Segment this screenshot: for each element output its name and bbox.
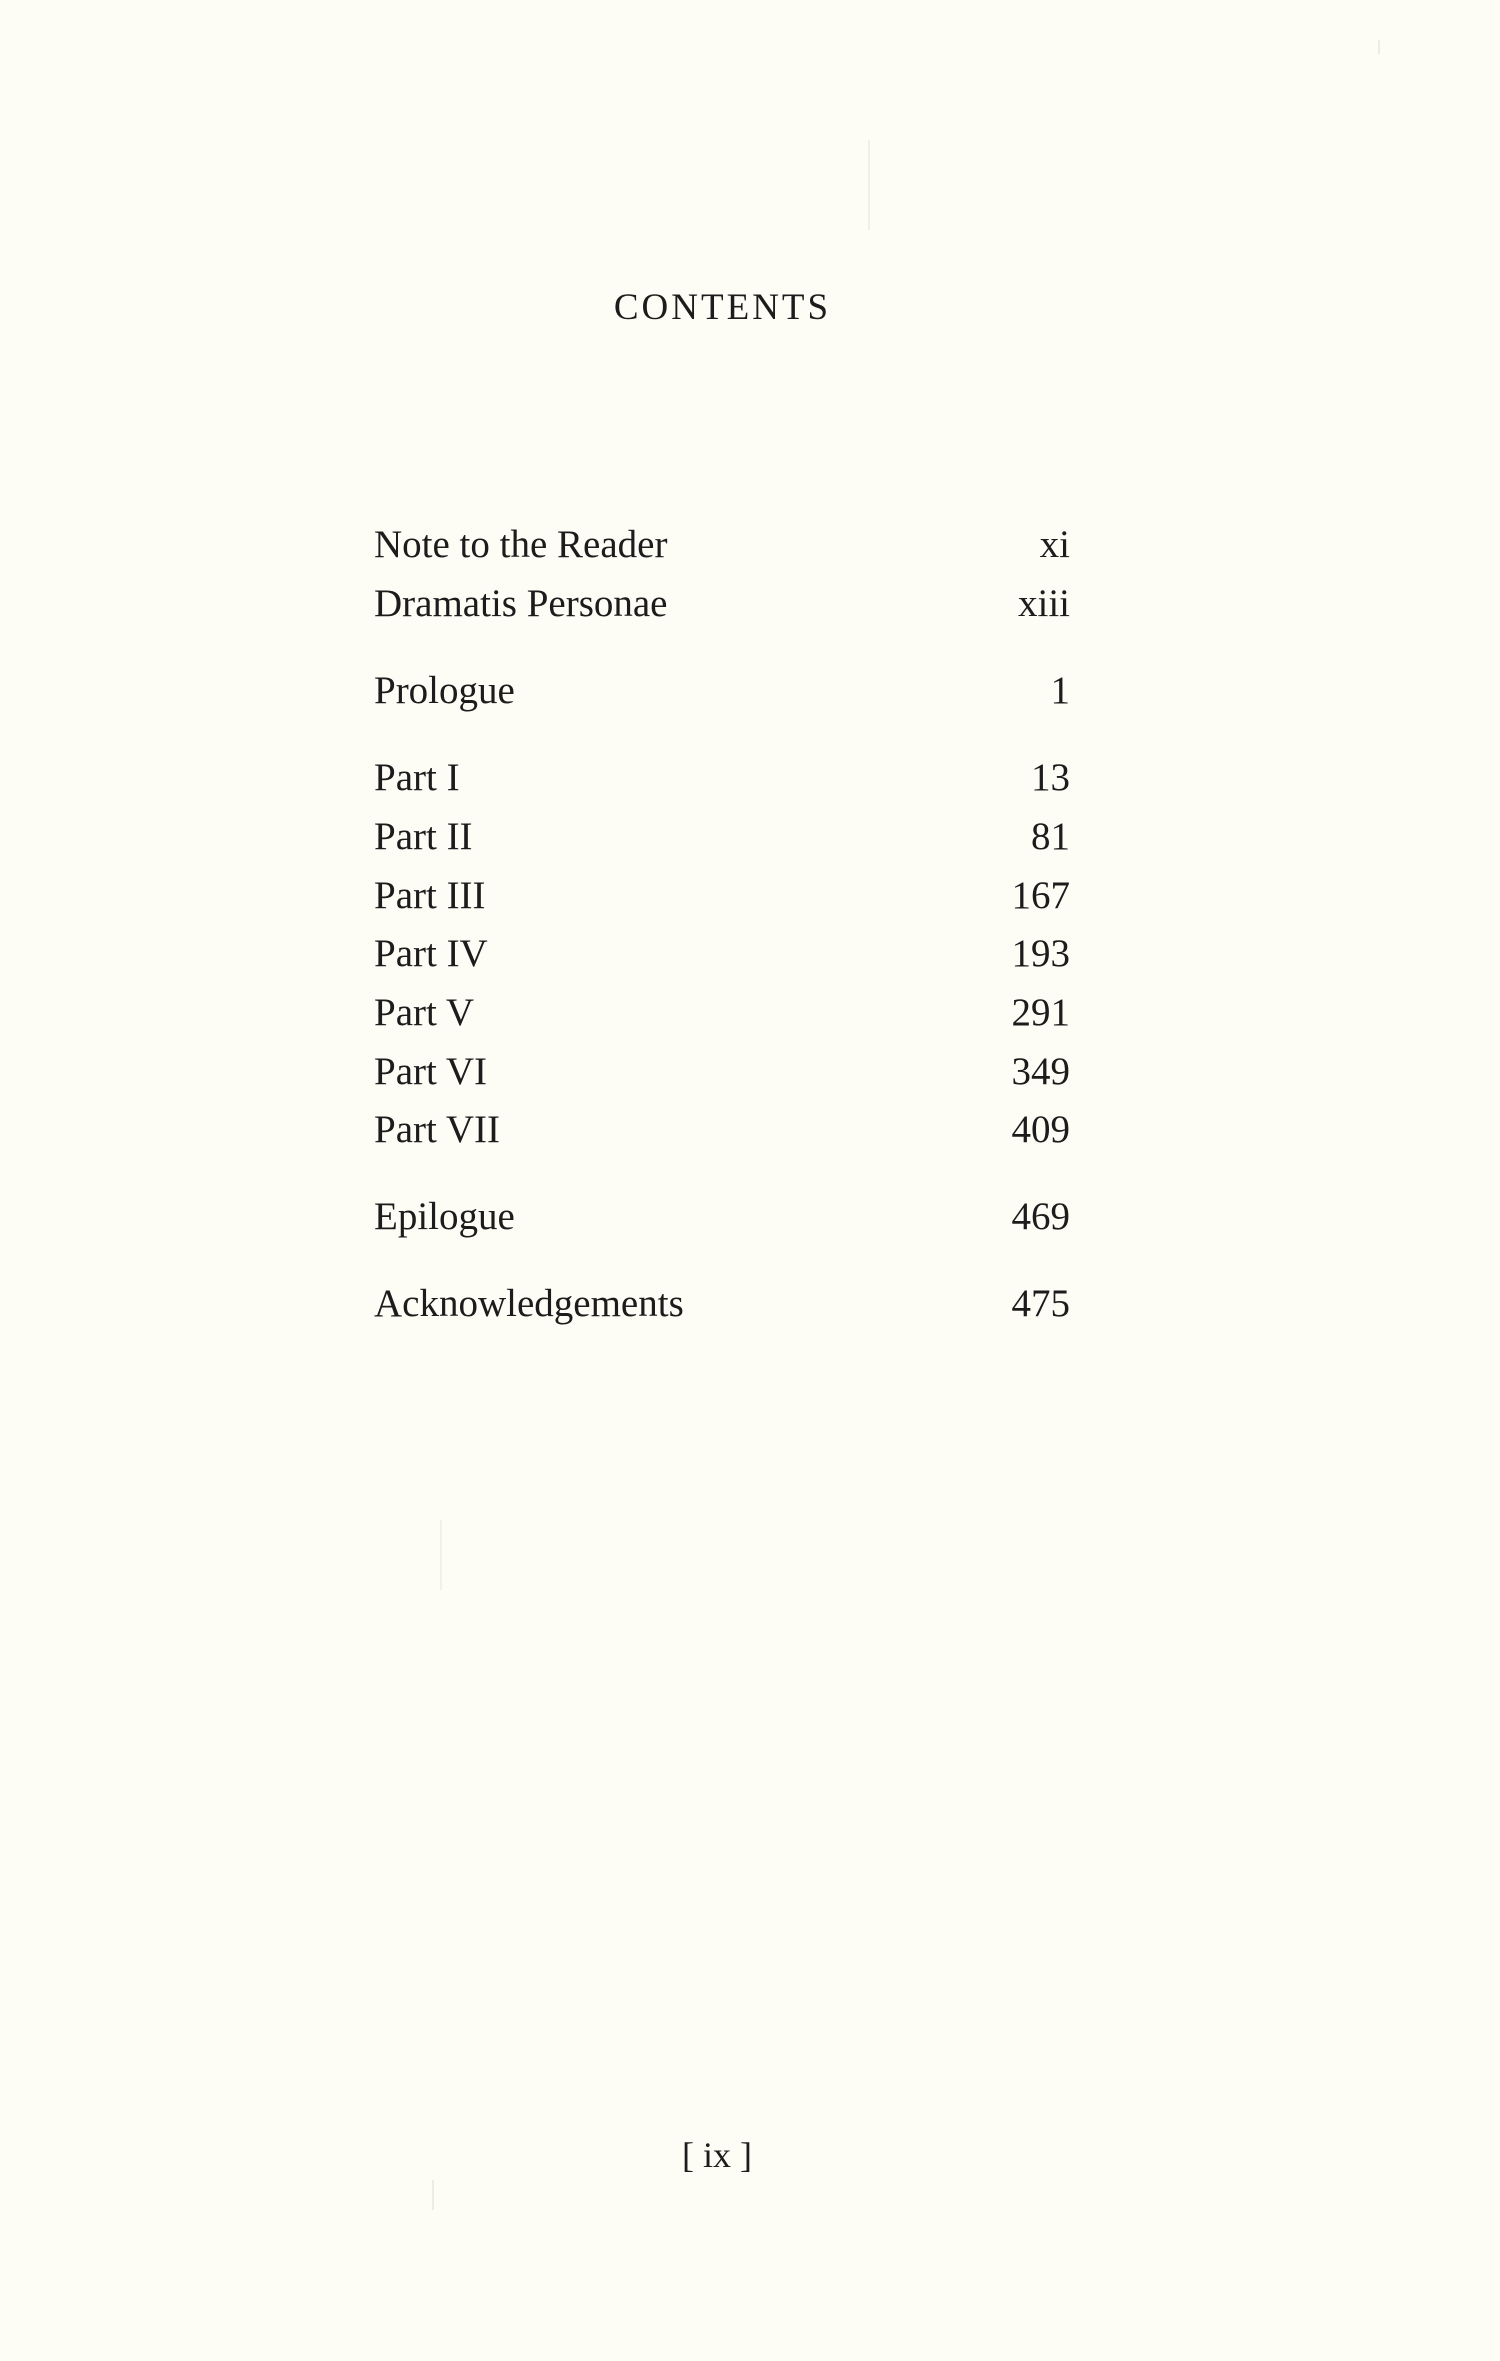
toc-entry-label: Prologue xyxy=(374,669,515,712)
toc-entry-page: 291 xyxy=(1011,991,1070,1034)
scan-speck xyxy=(868,140,870,230)
toc-entry-label: Part I xyxy=(374,756,460,799)
toc-entry[interactable] xyxy=(374,1279,1070,1329)
toc-entry-page: 409 xyxy=(1011,1108,1070,1151)
toc-entry-page: 167 xyxy=(1011,874,1070,917)
toc-entry-label: Note to the Reader xyxy=(374,523,668,566)
toc-entry-page: 349 xyxy=(1011,1050,1070,1093)
toc-entry-label: Part VII xyxy=(374,1108,501,1151)
toc-entry[interactable] xyxy=(374,1047,1070,1097)
toc-entry-page: xiii xyxy=(1017,582,1070,625)
toc-entry-label: Dramatis Personae xyxy=(374,582,668,625)
toc-entry[interactable] xyxy=(374,812,1070,862)
toc-entry-label: Part II xyxy=(374,815,473,858)
toc-entry-page: 469 xyxy=(1011,1195,1070,1238)
toc-entry[interactable] xyxy=(374,871,1070,921)
toc-entry-label: Epilogue xyxy=(374,1195,515,1238)
toc-entry-label: Part III xyxy=(374,874,486,917)
toc-entry[interactable] xyxy=(374,1105,1070,1155)
page-number: [ ix ] xyxy=(682,2135,752,2175)
toc-entry[interactable] xyxy=(374,666,1070,716)
toc-entry-page: 81 xyxy=(1031,815,1070,858)
page-title: CONTENTS xyxy=(613,287,832,328)
toc-entry-label: Part IV xyxy=(374,932,488,975)
toc-entry[interactable] xyxy=(374,988,1070,1038)
toc-entry[interactable] xyxy=(374,1192,1070,1242)
toc-entry-page: 1 xyxy=(1050,669,1070,712)
toc-entry-label: Acknowledgements xyxy=(374,1282,684,1325)
toc-entry-page: xi xyxy=(1039,523,1070,566)
toc-entry[interactable] xyxy=(374,929,1070,979)
toc-entry-page: 13 xyxy=(1031,756,1070,799)
toc-entry-label: Part VI xyxy=(374,1050,488,1093)
toc-entry-page: 193 xyxy=(1011,932,1070,975)
scan-speck xyxy=(432,2180,434,2210)
toc-entry[interactable] xyxy=(374,579,1070,629)
scan-speck xyxy=(1378,40,1380,54)
scan-speck xyxy=(440,1520,442,1590)
toc-entry-label: Part V xyxy=(374,991,475,1034)
toc-entry[interactable] xyxy=(374,753,1070,803)
toc-entry[interactable] xyxy=(374,520,1070,570)
toc-entry-page: 475 xyxy=(1011,1282,1070,1325)
